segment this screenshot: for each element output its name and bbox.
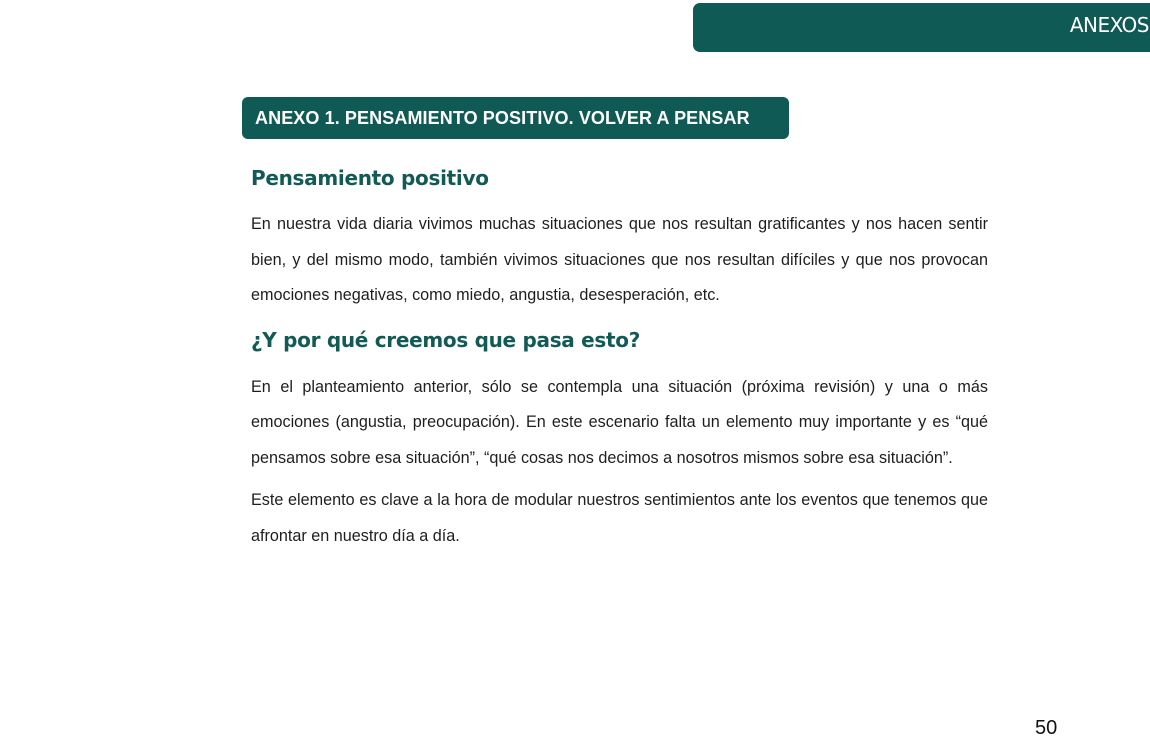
paragraph-planteamiento: En el planteamiento anterior, sólo se contempla una situación (próxima revisión) y una o más emociones (angustia, preocupación). En este escenario falta un elemento muy importante y es “qué pensamos sobre esa situación”, “qué cosas nos decimos a nosotros mismos sobre esa situación”. — [251, 377, 988, 467]
page-number: 50 — [1035, 717, 1058, 739]
heading-pensamiento-positivo: Pensamiento positivo — [251, 166, 489, 190]
section-header-tab — [693, 3, 1150, 52]
annex-title-banner: ANEXO 1. PENSAMIENTO POSITIVO. VOLVER A PENSAR — [242, 97, 789, 139]
heading-por-que-pasa: ¿Y por qué creemos que pasa esto? — [251, 327, 641, 352]
paragraph-elemento-clave: Este elemento es clave a la hora de modular nuestros sentimientos ante los eventos que tenemos que afrontar en nuestro día a día. — [251, 491, 988, 545]
paragraph-intro: En nuestra vida diaria vivimos muchas situaciones que nos resultan gratificantes y nos hacen sentir bien, y del mismo modo, también vivimos situaciones que nos resultan difíciles y que nos provocan emociones negativas, como miedo, angustia, desesperación, etc. — [251, 215, 988, 304]
document-body — [251, 160, 988, 554]
section-header-label: ANEXOS — [1069, 13, 1149, 37]
